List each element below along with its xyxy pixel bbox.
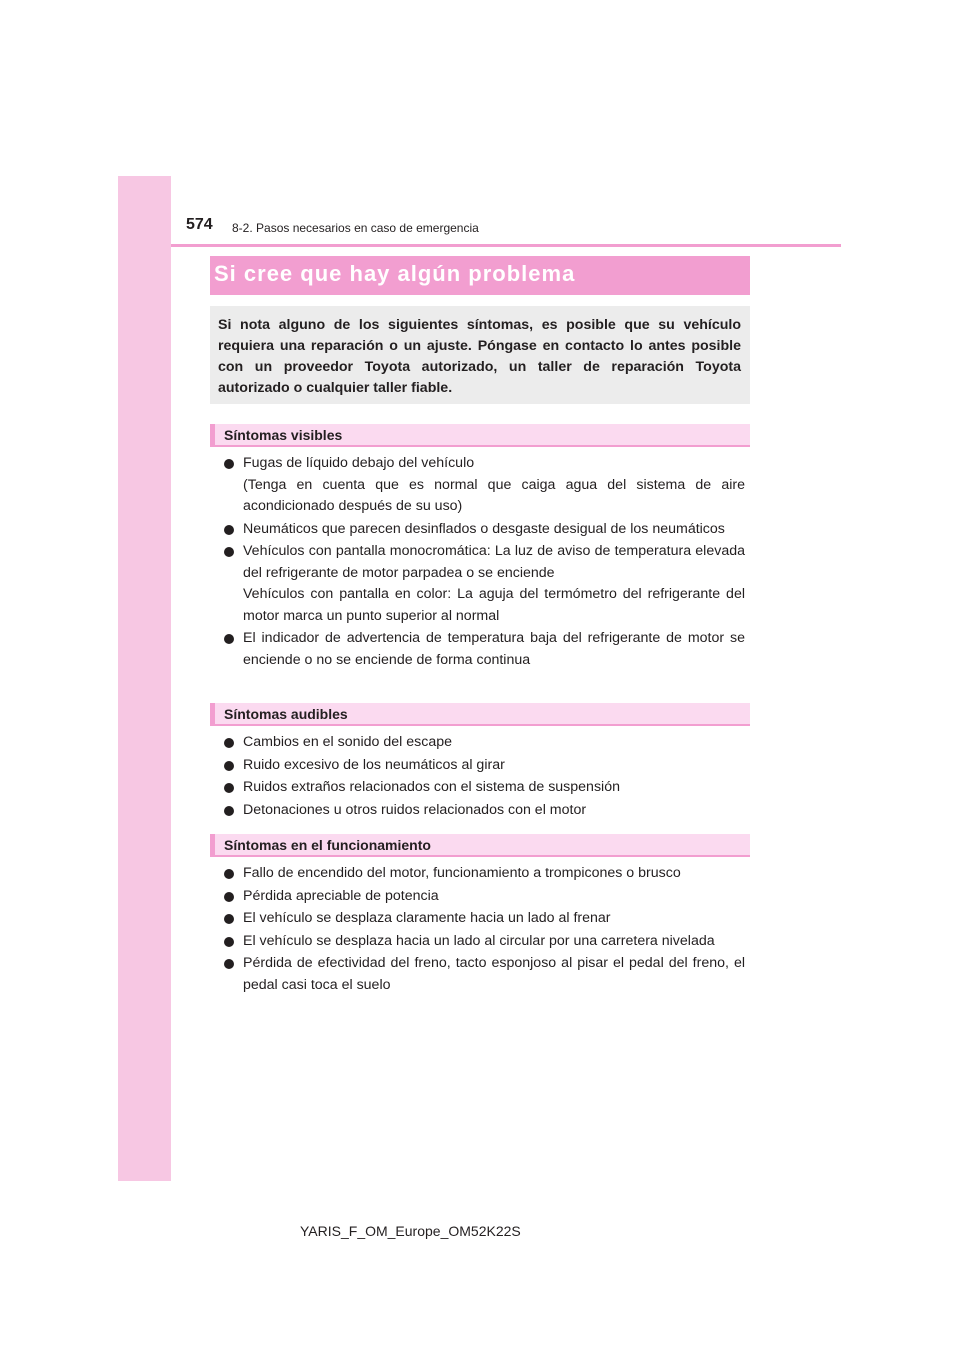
list-item: [222, 755, 745, 777]
bullet-list-visible: [222, 453, 745, 672]
item-text: (Tenga en cuenta que es normal que caiga agua del sistema de aire acondicionado después de su uso): [243, 476, 745, 514]
list-item: [222, 931, 745, 953]
bullet-icon: [224, 547, 234, 557]
item-text: Pérdida apreciable de potencia: [243, 887, 439, 904]
bullet-icon: [224, 806, 234, 816]
list-item: [222, 519, 745, 541]
list-item: [222, 732, 745, 754]
side-tab-strip: [118, 176, 171, 1181]
section-heading: Síntomas audibles: [224, 706, 348, 722]
list-item: [222, 886, 745, 908]
bullet-icon: [224, 959, 234, 969]
list-item: [222, 863, 745, 885]
bullet-icon: [224, 525, 234, 535]
item-text: Vehículos con pantalla en color: La aguja del termómetro del refrigerante del motor marca un punto superior al normal: [243, 586, 745, 624]
bullet-icon: [224, 634, 234, 644]
intro-box: [210, 306, 750, 404]
item-text: Cambios en el sonido del escape: [243, 734, 453, 750]
bullet-list-audible: [222, 732, 745, 822]
list-item: [222, 777, 745, 799]
section-heading: Síntomas visibles: [224, 427, 343, 443]
list-item: [222, 628, 745, 671]
section-header-audible: [210, 703, 750, 726]
list-item: [222, 541, 745, 627]
item-text: El indicador de advertencia de temperatura baja del refrigerante de motor se enciende o no se enciende de forma continua: [243, 630, 745, 668]
bullet-icon: [224, 937, 234, 947]
bullet-icon: [224, 761, 234, 771]
bullet-icon: [224, 738, 234, 748]
title-bar: [210, 256, 750, 295]
document-code: YARIS_F_OM_Europe_OM52K22S: [300, 1223, 521, 1239]
page-title: Si cree que hay algún problema: [214, 261, 576, 286]
section-heading: Síntomas en el funcionamiento: [224, 837, 431, 853]
list-item: [222, 908, 745, 930]
item-text: Ruido excesivo de los neumáticos al girar: [243, 756, 505, 773]
list-item: [222, 453, 745, 518]
bullet-icon: [224, 783, 234, 793]
section-header-visible: [210, 424, 750, 447]
item-text: Fugas de líquido debajo del vehículo: [243, 455, 475, 471]
list-item: [222, 800, 745, 822]
bullet-icon: [224, 914, 234, 924]
item-text: El vehículo se desplaza claramente hacia un lado al frenar: [243, 910, 611, 926]
header-rule: [171, 244, 841, 247]
bullet-icon: [224, 869, 234, 879]
bullet-icon: [224, 459, 234, 469]
intro-text: Si nota alguno de los siguientes síntomas, es posible que su vehículo requiera una reparación o un ajuste. Póngase en contacto lo antes posible con un proveedor Toyota autorizado, un taller de reparación Toyota autorizado o cualquier taller fiable.: [218, 317, 741, 396]
section-header-operation: [210, 834, 750, 857]
item-text: Vehículos con pantalla monocromática: La luz de aviso de temperatura elevada del refrigerante de motor parpadea o se enciende: [243, 543, 745, 581]
bullet-list-operation: [222, 863, 745, 997]
bullet-icon: [224, 892, 234, 902]
item-text: El vehículo se desplaza hacia un lado al circular por una carretera nivelada: [243, 932, 715, 949]
item-text: Ruidos extraños relacionados con el sistema de suspensión: [243, 779, 620, 795]
item-text: Fallo de encendido del motor, funcionamiento a trompicones o brusco: [243, 865, 681, 881]
section-label: 8-2. Pasos necesarios en caso de emergencia: [232, 221, 479, 235]
list-item: [222, 953, 745, 996]
item-text: Detonaciones u otros ruidos relacionados con el motor: [243, 801, 587, 818]
item-text: Pérdida de efectividad del freno, tacto esponjoso al pisar el pedal del freno, el pedal casi toca el suelo: [243, 955, 745, 993]
page-number: 574: [186, 216, 213, 233]
item-text: Neumáticos que parecen desinflados o desgaste desigual de los neumáticos: [243, 520, 725, 537]
